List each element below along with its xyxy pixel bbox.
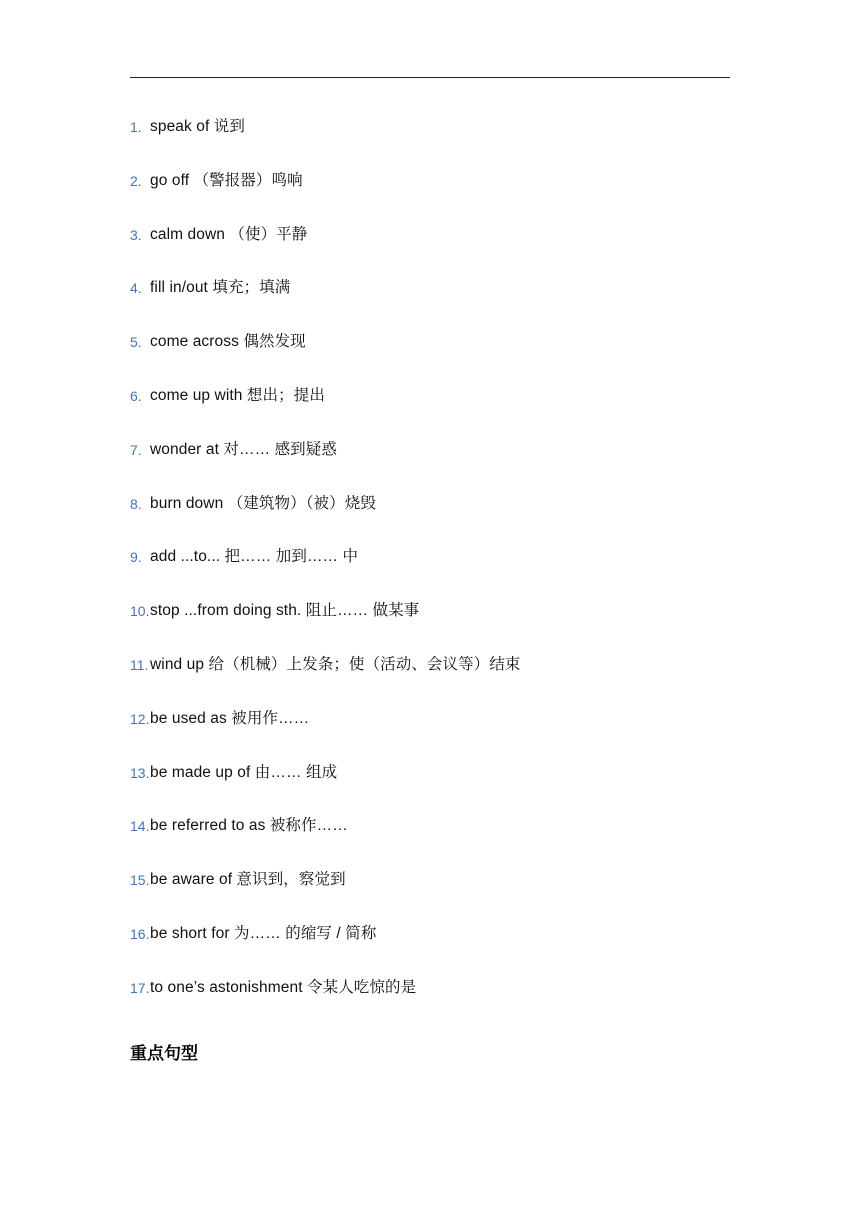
item-number: 4. [130,280,142,297]
phrase-item [130,491,770,545]
phrase-item [130,544,770,598]
item-text: fill in/out 填充；填满 [150,279,291,297]
item-number: 2. [130,172,142,189]
item-number: 3. [130,226,142,243]
item-number: 12. [130,710,150,727]
item-text: add ...to... 把…… 加到…… 中 [150,548,359,566]
item-number: 16. [130,925,150,942]
item-number: 9. [130,549,142,566]
phrase-item [130,975,770,1029]
item-number: 13. [130,764,150,781]
item-text: wonder at 对…… 感到疑惑 [150,440,337,458]
item-number: 10. [130,603,150,620]
phrase-item [130,652,770,706]
item-number: 6. [130,387,142,404]
phrase-item [130,329,770,383]
item-text: come across 偶然发现 [150,333,306,351]
item-number: 5. [130,334,142,351]
item-text: go off （警报器）鸣响 [150,171,303,189]
item-text: be used as 被用作…… [150,709,310,727]
item-text: be referred to as 被称作…… [150,817,348,835]
item-number: 8. [130,495,142,512]
item-text: be made up of 由…… 组成 [150,763,338,781]
phrase-item [130,437,770,491]
item-number: 11. [130,656,149,673]
phrase-list [130,114,770,1029]
item-text: be short for 为…… 的缩写 / 简称 [150,924,377,942]
item-text: wind up 给（机械）上发条；使（活动、会议等）结束 [150,655,521,673]
item-number: 7. [130,441,142,458]
phrase-item [130,706,770,760]
header-rule [130,77,730,78]
item-text: burn down （建筑物）（被）烧毁 [150,494,376,512]
item-text: come up with 想出；提出 [150,386,325,404]
phrase-item [130,760,770,814]
phrase-item [130,114,770,168]
item-number: 1. [130,119,142,135]
phrase-item [130,867,770,921]
phrase-item [130,275,770,329]
item-number: 15. [130,872,150,889]
phrase-item [130,168,770,222]
item-number: 14. [130,818,150,835]
item-text: be aware of 意识到，察觉到 [150,871,346,889]
item-text: speak of 说到 [150,118,246,135]
item-number: 17. [130,979,150,996]
item-text: calm down （使）平静 [150,225,308,243]
item-text: to one’s astonishment 令某人吃惊的是 [150,978,417,996]
phrase-item [130,383,770,437]
phrase-item [130,921,770,975]
phrase-item [130,222,770,276]
section-heading: 重点句型 [130,1044,198,1063]
phrase-item [130,813,770,867]
item-text: stop ...from doing sth. 阻止…… 做某事 [150,602,420,620]
phrase-item [130,598,770,652]
